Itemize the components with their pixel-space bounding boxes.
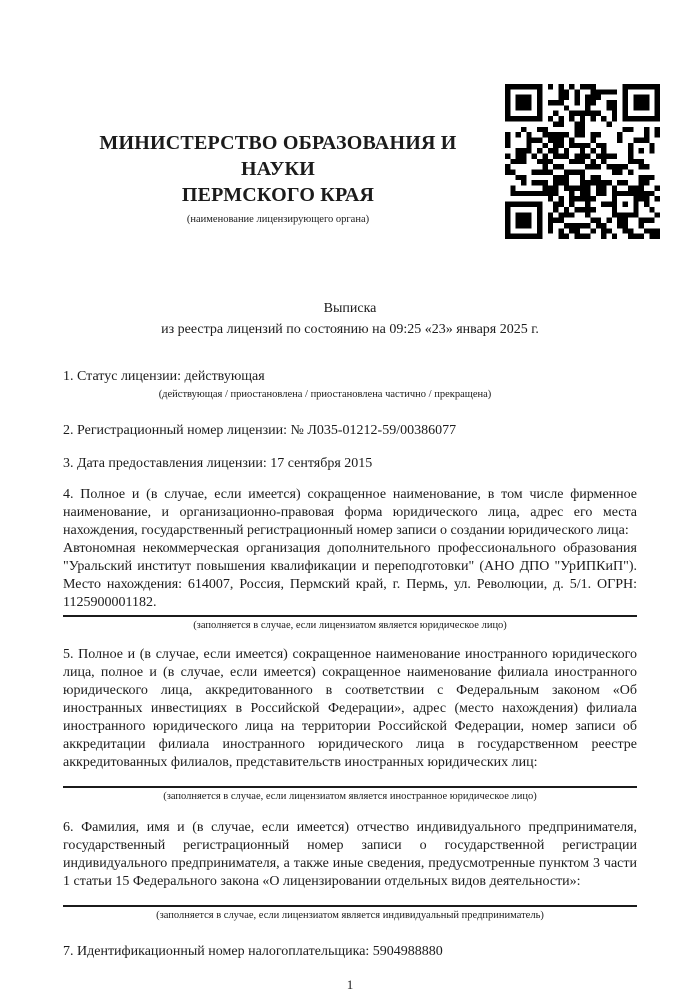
page-number: 1 <box>346 977 354 990</box>
ministry-name-line1: МИНИСТЕРСТВО ОБРАЗОВАНИЯ И НАУКИ <box>99 132 457 180</box>
taxpayer-id-text: 7. Идентификационный номер налогоплательщика: 5904988880 <box>63 944 443 959</box>
legal-entity-item <box>63 486 637 633</box>
document-header <box>63 0 637 242</box>
ministry-name-line2: ПЕРМСКОГО КРАЯ <box>181 184 375 206</box>
registration-number-text: 2. Регистрационный номер лицензии: № Л035-01212-59/00386077 <box>63 423 457 438</box>
license-status-caption: (действующая / приостановлена / приостановлена частично / прекращена) <box>158 389 492 400</box>
entrepreneur-item <box>63 819 637 923</box>
qr-code <box>505 84 660 239</box>
legal-entity-text: 4. Полное и (в случае, если имеется) сокращенное наименование, в том числе фирменное наименование, и организационно-правовая форма юридического лица, адрес его места нахождения, государственный регистрационный номер записи о создании юридического лица: <box>63 487 637 538</box>
entrepreneur-rule <box>63 905 637 907</box>
licensing-authority-caption: (наименование лицензирующего органа) <box>186 214 370 225</box>
foreign-entity-caption: (заполняется в случае, если лицензиатом является иностранное юридическое лицо) <box>163 791 537 802</box>
legal-entity-rule <box>63 615 637 617</box>
licensing-authority-name <box>63 130 493 225</box>
entrepreneur-text: 6. Фамилия, имя и (в случае, если имеется) отчество индивидуального предпринимателя, государственный регистрационный номер записи о государственной регистрации индивидуального предпринимателя, а также иные сведения, предусмотренные пунктом 3 части 1 статьи 15 Федерального закона «О лицензировании отдельных видов деятельности»: <box>63 820 637 889</box>
foreign-entity-text: 5. Полное и (в случае, если имеется) сокращенное наименование иностранного юридического лица, полное и (в случае, если имеется) сокращенное наименование филиала иностранного юридического лица, аккредитованного в соответствии с Федеральным законом «Об иностранных инвестициях в Российской Федерации», адрес (место нахождения) филиала иностранного юридического лица на территории Российской Федерации, номер записи об аккредитации филиала иностранного юридического лица в государственном реестре аккредитованных филиалов, представительств иностранных юридических лиц: <box>63 647 637 770</box>
registration-number-item <box>63 422 637 440</box>
document-title: Выписка <box>323 301 377 316</box>
foreign-entity-rule <box>63 786 637 788</box>
document-title-block <box>63 298 637 340</box>
entrepreneur-caption: (заполняется в случае, если лицензиатом является индивидуальный предприниматель) <box>156 910 544 921</box>
legal-entity-value: Автономная некоммерческая организация дополнительного профессионального образования "Уральский институт повышения квалификации и переподготовки" (АНО ДПО "УрИПКиП"). Место нахождения: 614007, Россия, Пермский край, г. Пермь, ул. Революции, д. 5/1. ОГРН: 1125900001182. <box>63 541 637 610</box>
license-status-text: 1. Статус лицензии: действующая <box>63 369 265 384</box>
grant-date-item <box>63 455 637 473</box>
foreign-entity-item <box>63 646 637 804</box>
document-subtitle: из реестра лицензий по состоянию на 09:25 «23» января 2025 г. <box>161 322 539 337</box>
taxpayer-id-item <box>63 943 637 961</box>
legal-entity-caption: (заполняется в случае, если лицензиатом является юридическое лицо) <box>193 620 507 631</box>
grant-date-text: 3. Дата предоставления лицензии: 17 сентября 2015 <box>63 456 373 471</box>
license-status-item <box>63 368 637 402</box>
qr-code-container <box>505 84 660 239</box>
